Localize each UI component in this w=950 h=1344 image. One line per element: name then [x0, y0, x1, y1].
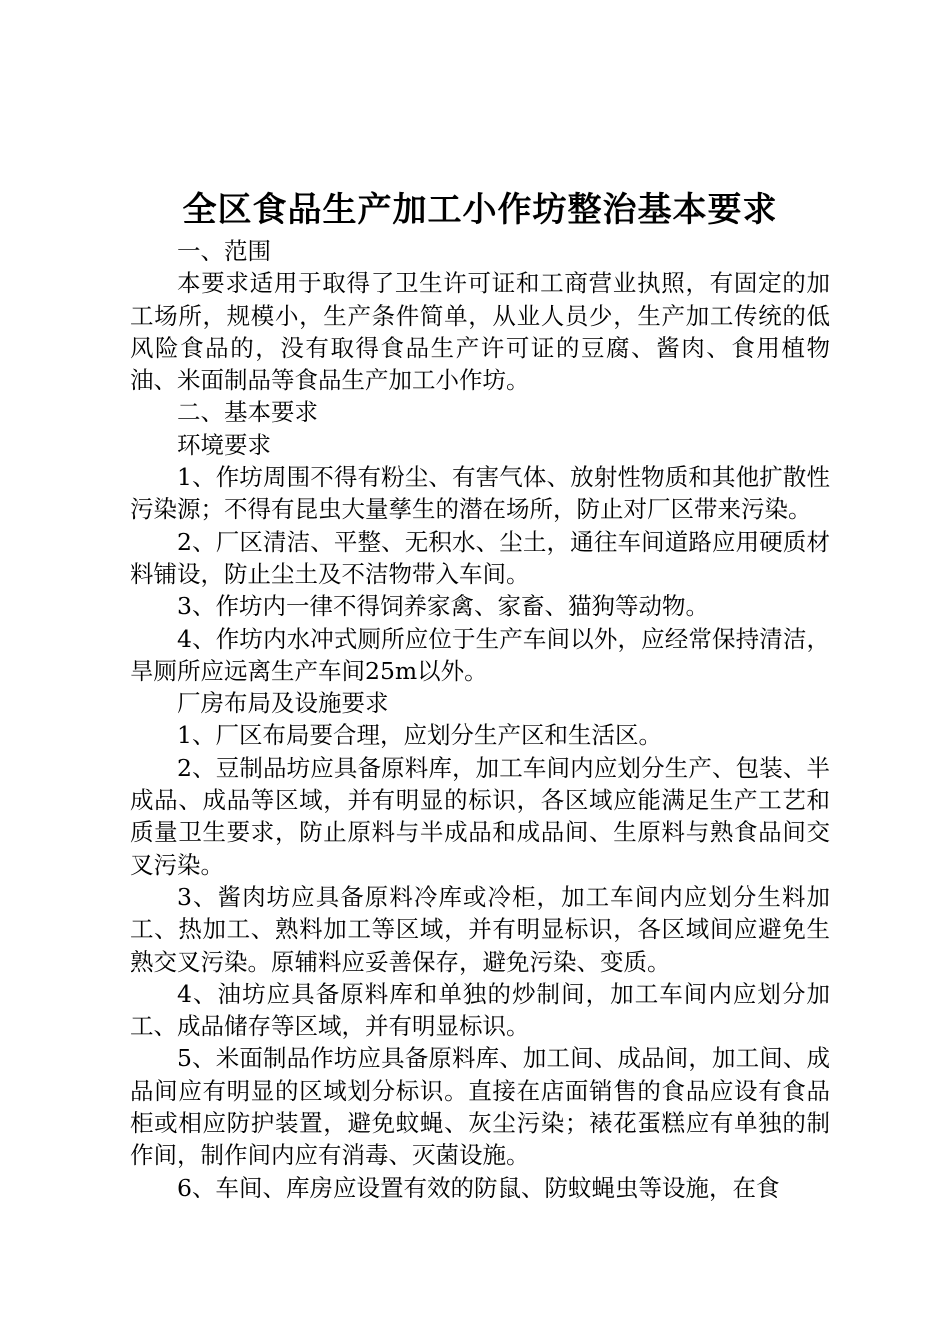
- paragraph-layout-2: 2、豆制品坊应具备原料库，加工车间内应划分生产、包装、半成品、成品等区域，并有明显的标识，各区域应能满足生产工艺和质量卫生要求，防止原料与半成品和成品间、生原料与熟食品间交叉污染。: [130, 753, 830, 879]
- paragraph-scope-body: 本要求适用于取得了卫生许可证和工商营业执照，有固定的加工场所，规模小，生产条件简单，从业人员少，生产加工传统的低风险食品的，没有取得食品生产许可证的豆腐、酱肉、食用植物油、米面制品等食品生产加工小作坊。: [130, 269, 830, 395]
- paragraph-environment-3: 3、作坊内一律不得饲养家禽、家畜、猫狗等动物。: [177, 592, 709, 621]
- document-title: 全区食品生产加工小作坊整治基本要求: [182, 190, 778, 230]
- document-page: [130, 185, 830, 1204]
- paragraph-layout-6: 6、车间、库房应设置有效的防鼠、防蚊蝇虫等设施，在食: [177, 1173, 780, 1202]
- paragraph-layout-3: 3、酱肉坊应具备原料冷库或冷柜，加工车间内应划分生料加工、热加工、熟料加工等区域，并有明显标识，各区域间应避免生熟交叉污染。原辅料应妥善保存，避免污染、变质。: [130, 882, 830, 976]
- subheading-layout-facilities: 厂房布局及设施要求: [177, 689, 389, 718]
- section-heading-basic-requirements: 二、基本要求: [177, 398, 318, 427]
- paragraph-environment-1: 1、作坊周围不得有粉尘、有害气体、放射性物质和其他扩散性污染源；不得有昆虫大量孳生的潜在场所，防止对厂区带来污染。: [130, 463, 830, 524]
- paragraph-layout-5: 5、米面制品作坊应具备原料库、加工间、成品间，加工间、成品间应有明显的区域划分标识。直接在店面销售的食品应设有食品柜或相应防护装置，避免蚊蝇、灰尘污染；裱花蛋糕应有单独的制作间，制作间内应有消毒、灭菌设施。: [130, 1044, 830, 1170]
- paragraph-environment-2: 2、厂区清洁、平整、无积水、尘土，通往车间道路应用硬质材料铺设，防止尘土及不洁物带入车间。: [130, 527, 830, 588]
- paragraph-environment-4: 4、作坊内水冲式厕所应位于生产车间以外，应经常保持清洁，旱厕所应远离生产车间25m以外。: [130, 624, 830, 685]
- paragraph-layout-1: 1、厂区布局要合理，应划分生产区和生活区。: [177, 721, 662, 750]
- subheading-environment: 环境要求: [177, 430, 271, 459]
- paragraph-layout-4: 4、油坊应具备原料库和单独的炒制间，加工车间内应划分加工、成品储存等区域，并有明显标识。: [130, 979, 830, 1041]
- section-heading-scope: 一、范围: [177, 237, 271, 265]
